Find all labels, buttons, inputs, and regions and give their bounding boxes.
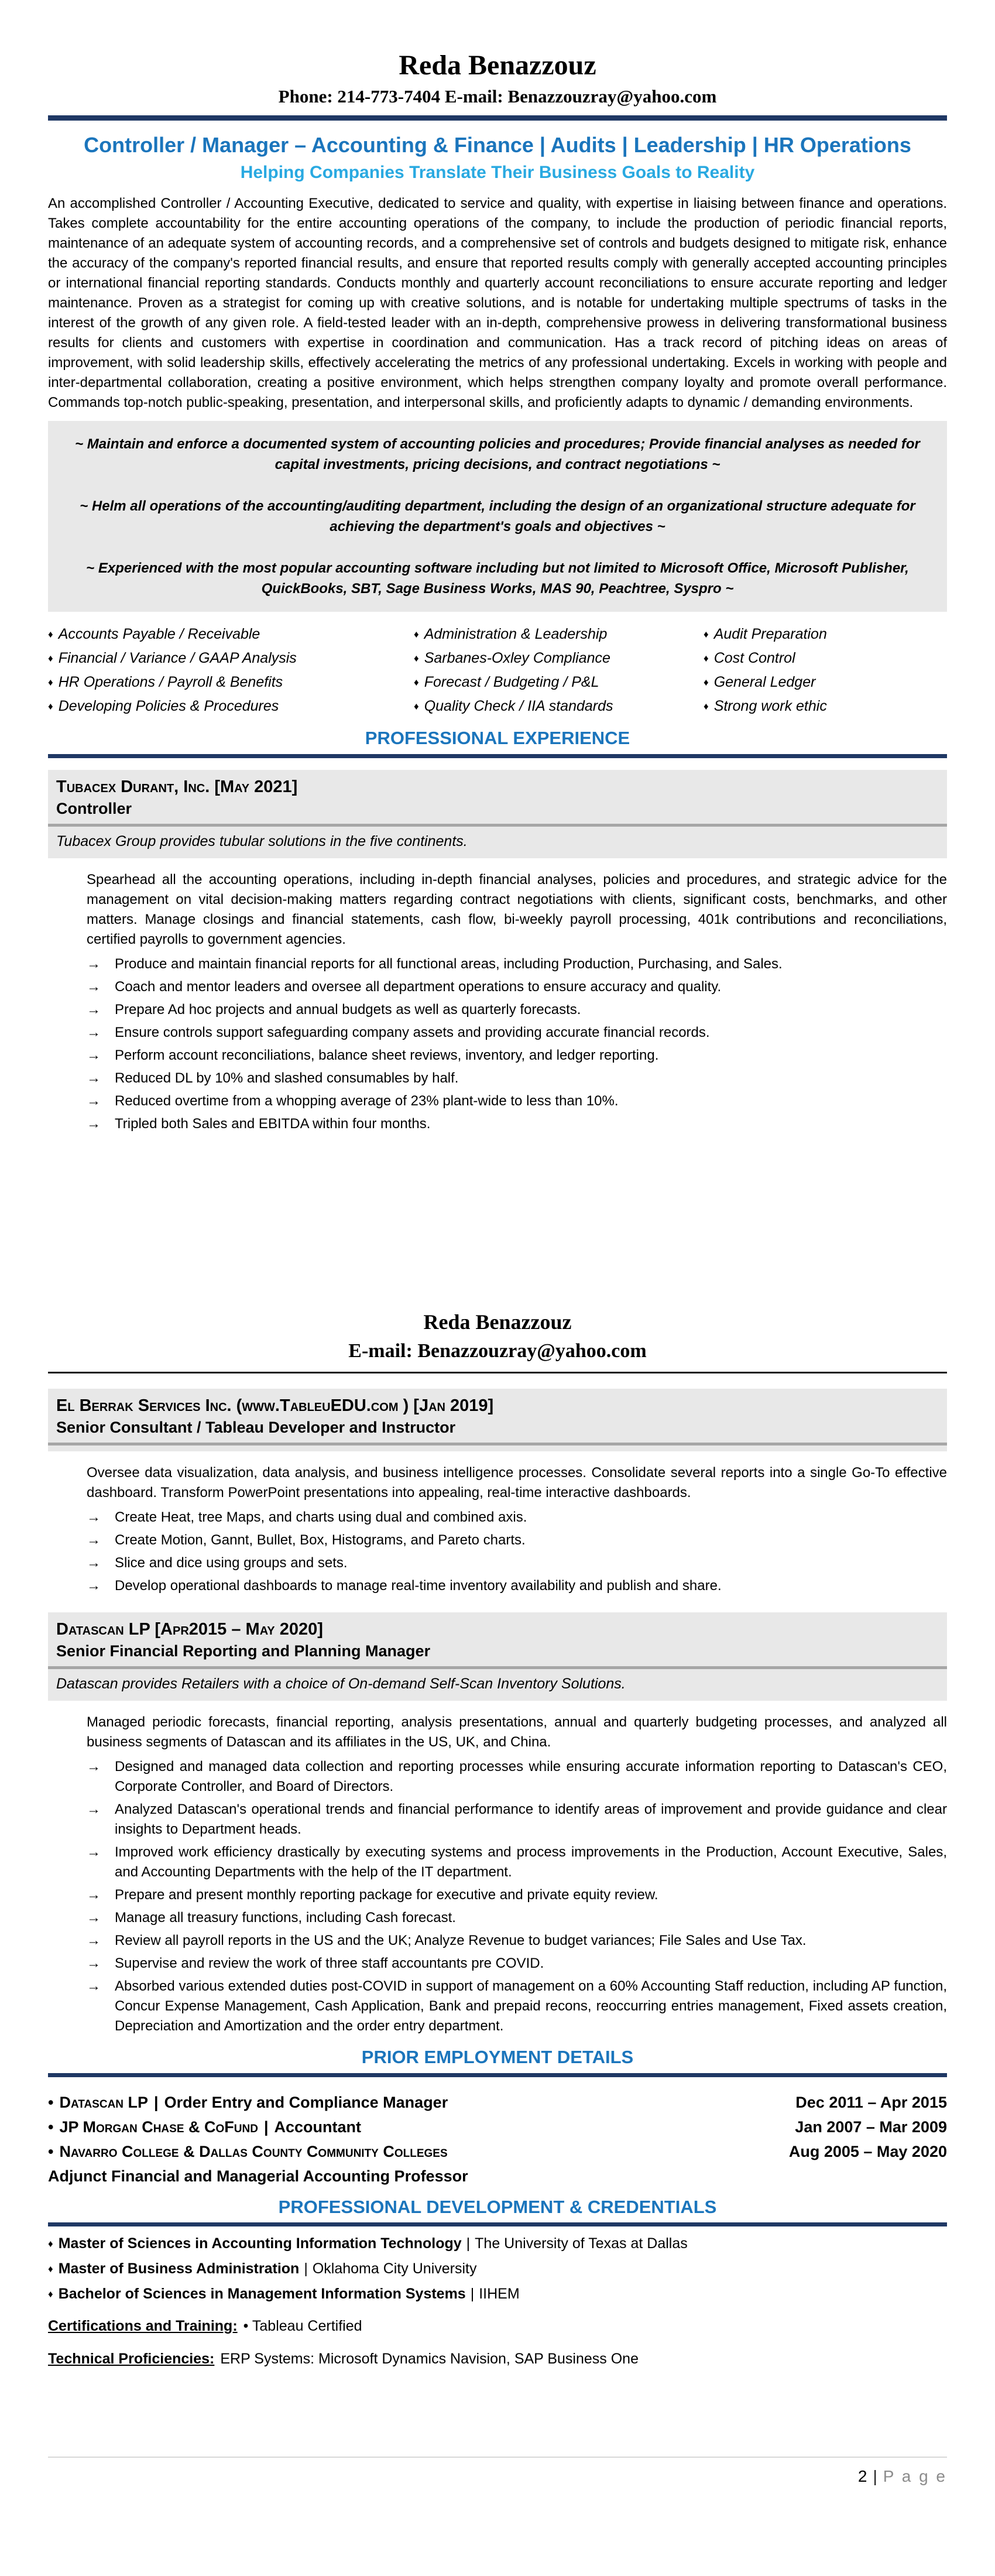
candidate-name: Reda Benazzouz — [399, 50, 596, 81]
job-bullets — [87, 954, 947, 1134]
bullet-item — [87, 977, 947, 997]
prior-row — [48, 2139, 947, 2164]
arrow-icon: → — [87, 1578, 101, 1594]
skill-item — [414, 622, 704, 646]
page-break-gap — [48, 1134, 947, 1310]
bullet-item — [87, 1553, 947, 1573]
school: The University of Texas at Dallas — [475, 2235, 688, 2252]
prior-company: Navarro College & Dallas County Community Colleges — [59, 2142, 448, 2160]
school: Oklahoma City University — [312, 2260, 477, 2277]
pipe-separator: | — [304, 2260, 308, 2277]
bullet-text: Develop operational dashboards to manage real-time inventory availability and publish and share. — [115, 1578, 722, 1594]
skill-item — [704, 694, 947, 718]
bullet-text: Prepare Ad hoc projects and annual budgets as well as quarterly forecasts. — [115, 1002, 581, 1018]
page-word: P a g e — [883, 2467, 947, 2485]
bullet-dot-icon: • — [48, 2142, 54, 2160]
bullet-item — [87, 1023, 947, 1043]
skills-grid — [48, 622, 947, 718]
job-tagline: Tubacex Group provides tubular solutions in the five continents. — [56, 833, 468, 850]
arrow-icon: → — [87, 1910, 101, 1926]
skill-label: Cost Control — [713, 650, 795, 667]
degree: Master of Business Administration — [58, 2260, 300, 2277]
bullet-text: Supervise and review the work of three staff accountants pre COVID. — [115, 1955, 544, 1971]
statement: ~ Experienced with the most popular accounting software including but not limited to Microsoft Office, Microsoft Publisher, QuickBooks, SBT, Sage Business Works, MAS 90, Peachtree, Syspro ~ — [86, 560, 909, 597]
education-row — [48, 2282, 947, 2307]
bullet-text: Reduced DL by 10% and slashed consumables by half. — [115, 1070, 459, 1087]
section-rule — [48, 754, 947, 758]
bullet-text: Produce and maintain financial reports for all functional areas, including Production, Purchasing, and Sales. — [115, 956, 783, 972]
prior-employment-list — [48, 2090, 947, 2188]
bullet-text: Absorbed various extended duties post-COVID in support of management on a 60% Accounting Staff reduction, including AP function, Concur Expense Management, Cash Application, Bank and prepaid recons, reoccurring entries management, Fixed assets creation, Depreciation and Amortization and the order entry department. — [115, 1978, 947, 2034]
technical-label: Technical Proficiencies: — [48, 2351, 215, 2368]
prior-row-left — [48, 2090, 448, 2115]
arrow-icon: → — [87, 1509, 101, 1525]
job-header-elberrak — [48, 1389, 947, 1451]
bullet-text: Review all payroll reports in the US and the UK; Analyze Revenue to budget variances; File Sales and Use Tax. — [115, 1933, 807, 1948]
skills-column-3 — [704, 622, 947, 718]
prior-dates: Dec 2011 – Apr 2015 — [795, 2093, 947, 2111]
pipe-separator: | — [263, 2118, 269, 2136]
bullet-text: Tripled both Sales and EBITDA within four months. — [115, 1116, 431, 1132]
bullet-text: Manage all treasury functions, including Cash forecast. — [115, 1910, 456, 1926]
bullet-item — [87, 1757, 947, 1797]
prior-title: Order Entry and Compliance Manager — [164, 2093, 448, 2111]
job-intro: Managed periodic forecasts, financial reporting, analysis presentations, annual and quarterly budgeting processes, and analyzed all business segments of Datascan and its affiliates in the US, UK, and China. — [87, 1714, 947, 1750]
arrow-icon: → — [87, 1002, 101, 1018]
diamond-icon: ♦ — [414, 701, 419, 712]
prior-title: Accountant — [274, 2118, 361, 2136]
statements-box — [48, 421, 947, 612]
education-row — [48, 2231, 947, 2256]
job-role: Controller — [56, 800, 132, 818]
section-rule — [48, 2222, 947, 2226]
prior-adjunct-title: Adjunct Financial and Managerial Accounting Professor — [48, 2167, 468, 2185]
pipe-separator: | — [873, 2467, 877, 2485]
diamond-icon: ♦ — [414, 629, 419, 640]
diamond-icon: ♦ — [48, 653, 53, 664]
diamond-icon: ♦ — [704, 677, 709, 688]
job-intro: Oversee data visualization, data analysis, and business intelligence processes. Consolidate several reports into a single Go-To effective dashboard. Transform PowerPoint presentations into appealing, real-time interactive dashboards. — [87, 1465, 947, 1501]
statement: ~ Helm all operations of the accounting/auditing department, including the design of an organizational structure adequate for achieving the department's goals and objectives ~ — [80, 498, 915, 535]
education-list — [48, 2231, 947, 2307]
job-box-padding — [56, 1445, 939, 1451]
arrow-icon: → — [87, 979, 101, 995]
arrow-icon: → — [87, 1532, 101, 1548]
bullet-item — [87, 1046, 947, 1066]
header-rule — [48, 115, 947, 121]
page2-header-rule — [48, 1372, 947, 1373]
education-row — [48, 2256, 947, 2282]
job-company: Datascan LP [Apr2015 – May 2020] — [56, 1620, 323, 1639]
arrow-icon: → — [87, 1844, 101, 1860]
skill-item — [48, 694, 414, 718]
skill-label: Financial / Variance / GAAP Analysis — [58, 650, 297, 667]
technical-line — [48, 2349, 947, 2369]
arrow-icon: → — [87, 1801, 101, 1817]
footer-page-indicator — [48, 2467, 947, 2486]
skill-item — [48, 646, 414, 670]
arrow-icon: → — [87, 1555, 101, 1571]
skill-label: Audit Preparation — [713, 626, 827, 643]
job-company: Tubacex Durant, Inc. [May 2021] — [56, 777, 298, 797]
bullet-dot-icon: • — [48, 2093, 54, 2111]
diamond-icon: ♦ — [704, 653, 709, 664]
arrow-icon: → — [87, 1978, 101, 1994]
headline-subtitle: Helping Companies Translate Their Business Goals to Reality — [240, 163, 755, 183]
diamond-icon: ♦ — [414, 677, 419, 688]
arrow-icon: → — [87, 1025, 101, 1041]
bullet-text: Analyzed Datascan's operational trends and financial performance to identify areas of improvement and provide guidance and clear insights to Department heads. — [115, 1801, 947, 1837]
prior-row-left — [48, 2115, 361, 2139]
job-company: El Berrak Services Inc. (www.TableuEDU.com ) [Jan 2019] — [56, 1396, 494, 1415]
arrow-icon: → — [87, 1887, 101, 1903]
bullet-item — [87, 1931, 947, 1951]
diamond-icon: ♦ — [48, 629, 53, 640]
section-rule — [48, 2073, 947, 2077]
skill-item — [48, 622, 414, 646]
email-line: E-mail: Benazzouzray@yahoo.com — [348, 1340, 647, 1362]
prior-row — [48, 2115, 947, 2139]
bullet-dot-icon: • — [48, 2118, 54, 2136]
bullet-text: Reduced overtime from a whopping average of 23% plant-wide to less than 10%. — [115, 1093, 619, 1109]
certifications-label: Certifications and Training: — [48, 2318, 238, 2335]
job-role: Senior Financial Reporting and Planning Manager — [56, 1642, 431, 1660]
certifications-value: • Tableau Certified — [243, 2318, 362, 2335]
section-heading-development: PROFESSIONAL DEVELOPMENT & CREDENTIALS — [278, 2196, 717, 2217]
skill-label: HR Operations / Payroll & Benefits — [58, 674, 283, 691]
job-role: Senior Consultant / Tableau Developer and Instructor — [56, 1419, 456, 1436]
skill-item — [414, 670, 704, 694]
skills-column-1 — [48, 622, 414, 718]
prior-company: JP Morgan Chase & CoFund — [59, 2118, 258, 2136]
job-header-datascan — [48, 1612, 947, 1701]
job-intro: Spearhead all the accounting operations, including in-depth financial analyses, policies and procedures, and strategic advice for the management on vital decision-making matters regarding contract negotiations with clients, significant costs, benchmarks, and other matters. Manage closings and financial statements, cash flow, bi-weekly payroll processing, 401k contributions and reconciliations, certified payrolls to government agencies. — [87, 872, 947, 948]
skill-label: Forecast / Budgeting / P&L — [424, 674, 599, 691]
skill-label: Developing Policies & Procedures — [58, 698, 279, 715]
diamond-icon: ♦ — [704, 629, 709, 640]
bullet-item — [87, 1954, 947, 1974]
diamond-icon: ♦ — [48, 2263, 53, 2275]
bullet-text: Create Motion, Gannt, Bullet, Box, Histograms, and Pareto charts. — [115, 1532, 526, 1548]
skill-label: Accounts Payable / Receivable — [58, 626, 260, 643]
statement: ~ Maintain and enforce a documented system of accounting policies and procedures; Provide financial analyses as needed for capital investments, pricing decisions, and contract negotiations ~ — [75, 436, 920, 473]
bullet-text: Designed and managed data collection and reporting processes while ensuring accurate information reporting to Datascan's CEO, Corporate Controller, and Board of Directors. — [115, 1759, 947, 1794]
document-header — [48, 0, 947, 107]
bullet-item — [87, 1068, 947, 1088]
skill-item — [414, 694, 704, 718]
diamond-icon: ♦ — [414, 653, 419, 664]
job-tagline: Datascan provides Retailers with a choice of On-demand Self-Scan Inventory Solutions. — [56, 1676, 626, 1692]
candidate-name: Reda Benazzouz — [423, 1310, 572, 1334]
diamond-icon: ♦ — [48, 2289, 53, 2300]
arrow-icon: → — [87, 1759, 101, 1775]
arrow-icon: → — [87, 1047, 101, 1064]
prior-row-left — [48, 2139, 448, 2164]
skill-item — [704, 670, 947, 694]
skill-label: Strong work ethic — [713, 698, 827, 715]
degree: Master of Sciences in Accounting Information Technology — [58, 2235, 462, 2252]
bullet-text: Perform account reconciliations, balance sheet reviews, inventory, and ledger reporting. — [115, 1047, 659, 1064]
bullet-item — [87, 954, 947, 974]
arrow-icon: → — [87, 956, 101, 972]
skill-label: General Ledger — [713, 674, 816, 691]
section-heading-experience: PROFESSIONAL EXPERIENCE — [365, 728, 630, 749]
bullet-item — [87, 1842, 947, 1882]
skills-column-2 — [414, 622, 704, 718]
bullet-item — [87, 1885, 947, 1905]
job-bullets — [87, 1757, 947, 2036]
footer-rule — [48, 2457, 947, 2458]
skill-item — [704, 646, 947, 670]
skill-label: Quality Check / IIA standards — [424, 698, 613, 715]
school: IIHEM — [479, 2286, 520, 2303]
bullet-text: Improved work efficiency drastically by executing systems and process improvements in the Production, Account Executive, Sales, and Accounting Departments with the help of the IT department. — [115, 1844, 947, 1880]
headline-title: Controller / Manager – Accounting & Finance | Audits | Leadership | HR Operations — [84, 133, 911, 157]
skill-label: Administration & Leadership — [424, 626, 608, 643]
job-bullets — [87, 1508, 947, 1596]
bullet-item — [87, 1000, 947, 1020]
arrow-icon: → — [87, 1093, 101, 1109]
section-heading-prior: PRIOR EMPLOYMENT DETAILS — [361, 2047, 634, 2067]
diamond-icon: ♦ — [48, 677, 53, 688]
pipe-separator: | — [466, 2235, 471, 2252]
bullet-text: Prepare and present monthly reporting package for executive and private equity review. — [115, 1887, 658, 1903]
page2-header — [48, 1310, 947, 1364]
bullet-text: Coach and mentor leaders and oversee all department operations to ensure accuracy and quality. — [115, 979, 722, 995]
summary-paragraph: An accomplished Controller / Accounting Executive, dedicated to service and quality, with expertise in liaising between finance and operations. Takes complete accountability for the entire accounting operations of the company, to include the production of periodic financial reports, maintenance of an adequate system of accounting records, and a comprehensive set of controls and budgets designed to mitigate risk, enhance the accuracy of the company's reported financial results, and ensure that reported results comply with generally accepted accounting principles or international financial reporting standards. Conducts monthly and quarterly account reconciliations to ensure accurate reporting and ledger maintenance. Proven as a strategist for coming up with creative solutions, and is notable for undertaking multiple spectrums of tasks in the interest of the growth of any given role. A field-tested leader with an in-depth, comprehensive prowess in delivering transformational business results for clients and customers with expertise in coordination and communication. Has a track record of pitching ideas on areas of improvement, with solid leadership skills, effectively accelerating the metrics of any professional undertaking. Excels in working with people and inter-departmental collaboration, creating a positive environment, which helps strengthen company loyalty and promote overall performance. Commands top-notch public-speaking, presentation, and interpersonal skills, and proficiently adapts to dynamic / demanding environments. — [48, 196, 947, 411]
skill-item — [414, 646, 704, 670]
degree: Bachelor of Sciences in Management Information Systems — [58, 2286, 466, 2303]
bullet-item — [87, 1976, 947, 2036]
skill-label: Sarbanes-Oxley Compliance — [424, 650, 610, 667]
prior-dates: Jan 2007 – Mar 2009 — [795, 2118, 947, 2136]
prior-row — [48, 2090, 947, 2115]
skill-item — [704, 622, 947, 646]
bullet-item — [87, 1091, 947, 1111]
bullet-item — [87, 1576, 947, 1596]
page-footer — [48, 2457, 947, 2486]
bullet-item — [87, 1800, 947, 1839]
diamond-icon: ♦ — [48, 701, 53, 712]
contact-line: Phone: 214-773-7404 E-mail: Benazzouzray@yahoo.com — [278, 86, 717, 107]
arrow-icon: → — [87, 1116, 101, 1132]
arrow-icon: → — [87, 1070, 101, 1087]
bullet-item — [87, 1114, 947, 1134]
skill-item — [48, 670, 414, 694]
diamond-icon: ♦ — [704, 701, 709, 712]
diamond-icon: ♦ — [48, 2238, 53, 2250]
bullet-text: Ensure controls support safeguarding company assets and providing accurate financial records. — [115, 1025, 710, 1041]
technical-value: ERP Systems: Microsoft Dynamics Navision, SAP Business One — [220, 2351, 639, 2368]
certifications-line — [48, 2316, 947, 2336]
arrow-icon: → — [87, 1933, 101, 1948]
bullet-item — [87, 1530, 947, 1550]
bullet-text: Slice and dice using groups and sets. — [115, 1555, 348, 1571]
arrow-icon: → — [87, 1955, 101, 1971]
prior-company: Datascan LP — [59, 2093, 149, 2111]
bullet-item — [87, 1908, 947, 1928]
bullet-item — [87, 1508, 947, 1527]
bullet-text: Create Heat, tree Maps, and charts using dual and combined axis. — [115, 1509, 527, 1525]
prior-dates: Aug 2005 – May 2020 — [788, 2142, 947, 2160]
job-header-tubacex — [48, 770, 947, 858]
page-number: 2 — [857, 2467, 867, 2485]
pipe-separator: | — [470, 2286, 475, 2303]
pipe-separator: | — [154, 2093, 159, 2111]
